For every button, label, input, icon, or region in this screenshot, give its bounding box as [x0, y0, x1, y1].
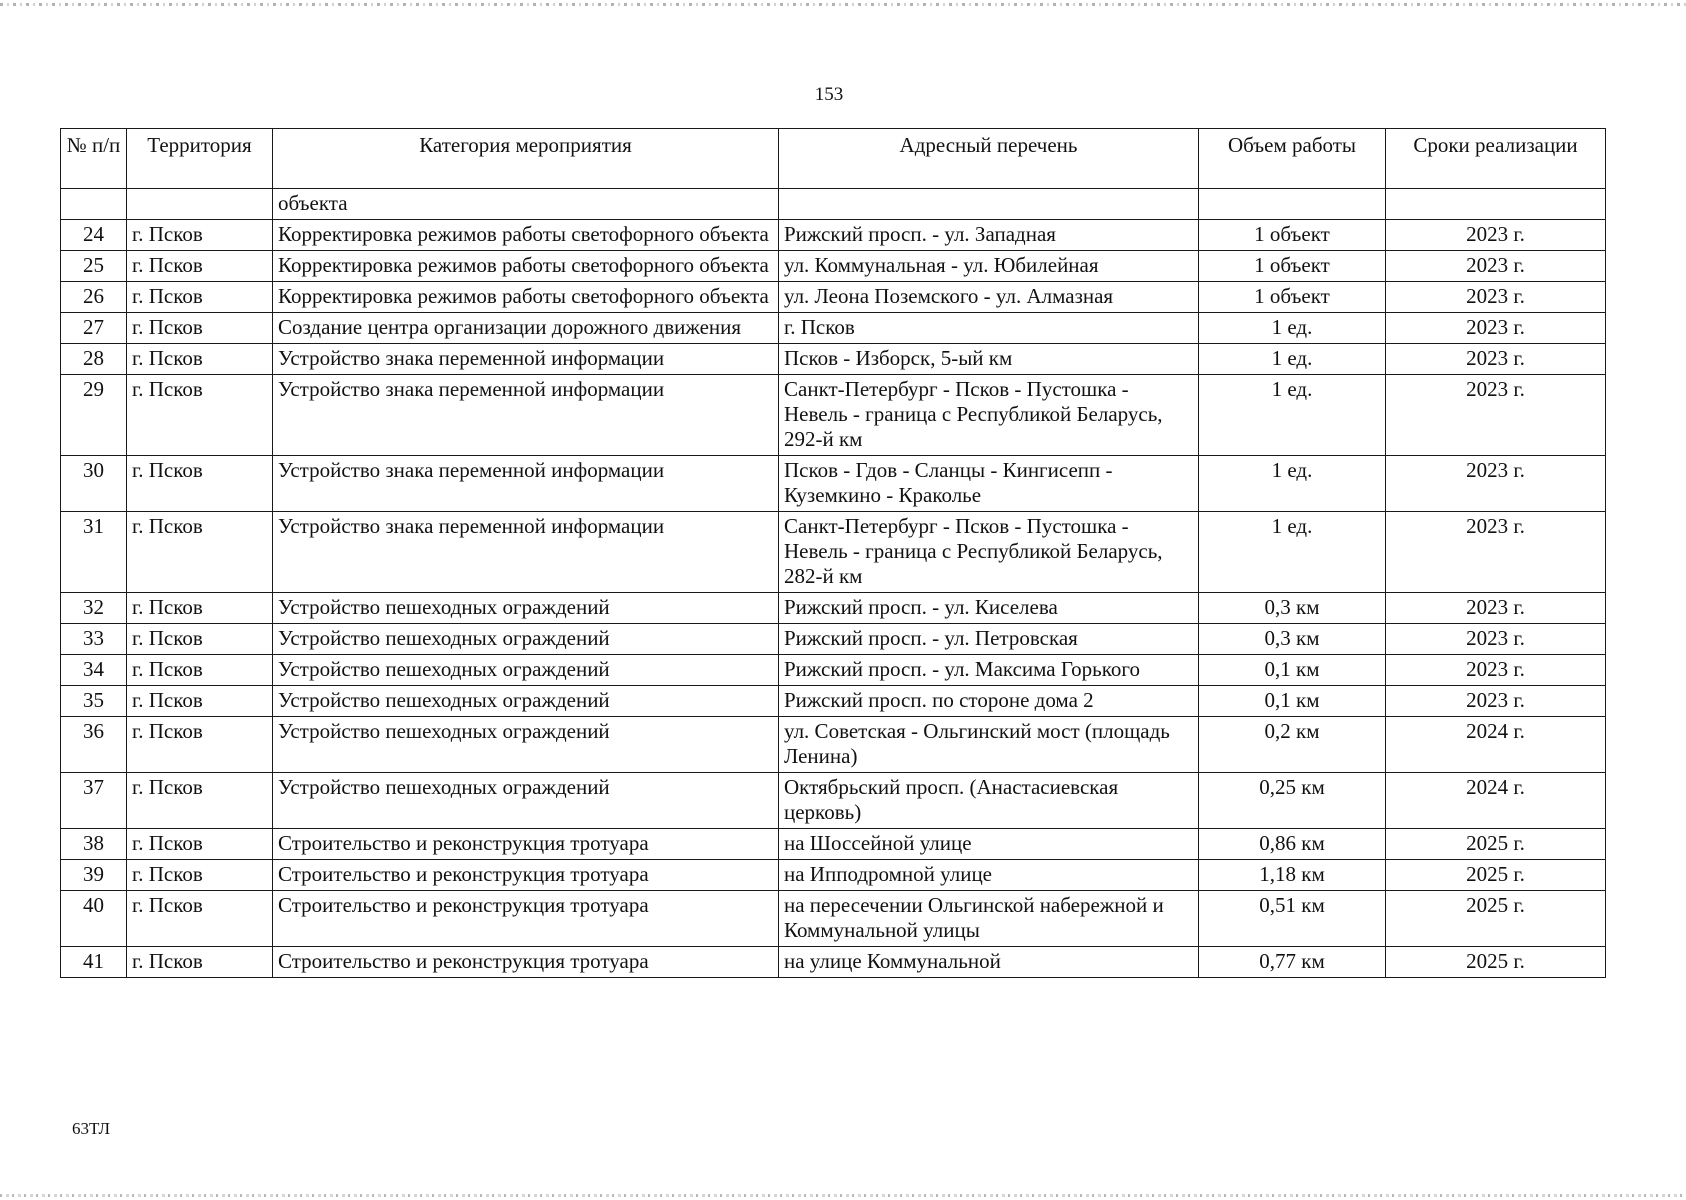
cell-num: 32: [61, 593, 127, 624]
cell-volume: 1 объект: [1199, 220, 1386, 251]
cell-volume: 0,86 км: [1199, 829, 1386, 860]
cell-address: г. Псков: [779, 313, 1199, 344]
cell-address: Октябрьский просп. (Анастасиевская церковь): [779, 773, 1199, 829]
cell-address: на улице Коммунальной: [779, 947, 1199, 978]
cell-territory: г. Псков: [127, 220, 273, 251]
cell-territory: г. Псков: [127, 891, 273, 947]
cell-volume: 0,1 км: [1199, 655, 1386, 686]
cell-term: 2025 г.: [1386, 829, 1606, 860]
header-address: Адресный перечень: [779, 129, 1199, 189]
cell-address: на Ипподромной улице: [779, 860, 1199, 891]
cell-territory: г. Псков: [127, 773, 273, 829]
scan-edge-bottom: [0, 1194, 1686, 1197]
cell-num: 29: [61, 375, 127, 456]
cell-territory: г. Псков: [127, 313, 273, 344]
cell-category: Корректировка режимов работы светофорного объекта: [273, 251, 779, 282]
cell-category: Устройство пешеходных ограждений: [273, 624, 779, 655]
cell-territory: г. Псков: [127, 251, 273, 282]
header-volume: Объем работы: [1199, 129, 1386, 189]
cell-address: на пересечении Ольгинской набережной и Коммунальной улицы: [779, 891, 1199, 947]
cell-address: Рижский просп. - ул. Западная: [779, 220, 1199, 251]
cell-territory: г. Псков: [127, 375, 273, 456]
cell-category: объекта: [273, 189, 779, 220]
cell-category: Корректировка режимов работы светофорного объекта: [273, 282, 779, 313]
cell-category: Устройство знака переменной информации: [273, 344, 779, 375]
table-header: [61, 129, 1606, 189]
cell-category: Устройство пешеходных ограждений: [273, 717, 779, 773]
cell-territory: г. Псков: [127, 717, 273, 773]
measures-table: [60, 128, 1606, 978]
table-row: [61, 282, 1606, 313]
cell-volume: 1 ед.: [1199, 375, 1386, 456]
cell-term: 2023 г.: [1386, 512, 1606, 593]
cell-num: 26: [61, 282, 127, 313]
table-row: [61, 829, 1606, 860]
cell-address: Рижский просп. - ул. Киселева: [779, 593, 1199, 624]
cell-volume: 0,3 км: [1199, 624, 1386, 655]
table-row: [61, 947, 1606, 978]
cell-volume: 1 объект: [1199, 251, 1386, 282]
cell-num: 39: [61, 860, 127, 891]
table-row: [61, 773, 1606, 829]
cell-volume: 1 ед.: [1199, 456, 1386, 512]
table-row: [61, 512, 1606, 593]
cell-category: Устройство пешеходных ограждений: [273, 773, 779, 829]
cell-term: 2023 г.: [1386, 593, 1606, 624]
cell-address: Санкт-Петербург - Псков - Пустошка - Невель - граница с Республикой Беларусь, 282-й км: [779, 512, 1199, 593]
cell-address: Санкт-Петербург - Псков - Пустошка - Невель - граница с Республикой Беларусь, 292-й км: [779, 375, 1199, 456]
cell-territory: [127, 189, 273, 220]
cell-address: Псков - Изборск, 5-ый км: [779, 344, 1199, 375]
cell-category: Устройство пешеходных ограждений: [273, 593, 779, 624]
table-row: [61, 220, 1606, 251]
cell-term: 2025 г.: [1386, 860, 1606, 891]
cell-num: 24: [61, 220, 127, 251]
cell-territory: г. Псков: [127, 593, 273, 624]
cell-category: Создание центра организации дорожного движения: [273, 313, 779, 344]
cell-category: Строительство и реконструкция тротуара: [273, 829, 779, 860]
table-row: [61, 313, 1606, 344]
cell-term: 2023 г.: [1386, 220, 1606, 251]
cell-term: [1386, 189, 1606, 220]
cell-address: Рижский просп. - ул. Петровская: [779, 624, 1199, 655]
cell-num: 31: [61, 512, 127, 593]
cell-num: 28: [61, 344, 127, 375]
cell-term: 2023 г.: [1386, 456, 1606, 512]
cell-territory: г. Псков: [127, 624, 273, 655]
table-row: [61, 593, 1606, 624]
cell-address: ул. Коммунальная - ул. Юбилейная: [779, 251, 1199, 282]
page-number: 153: [814, 84, 844, 105]
cell-volume: 0,51 км: [1199, 891, 1386, 947]
cell-term: 2023 г.: [1386, 624, 1606, 655]
table-row: [61, 624, 1606, 655]
cell-address: Рижский просп. - ул. Максима Горького: [779, 655, 1199, 686]
header-term: Сроки реализации: [1386, 129, 1606, 189]
cell-term: 2023 г.: [1386, 375, 1606, 456]
cell-address: на Шоссейной улице: [779, 829, 1199, 860]
cell-volume: 0,3 км: [1199, 593, 1386, 624]
cell-term: 2025 г.: [1386, 891, 1606, 947]
cell-territory: г. Псков: [127, 860, 273, 891]
header-row: [61, 129, 1606, 189]
header-category: Категория мероприятия: [273, 129, 779, 189]
cell-term: 2024 г.: [1386, 773, 1606, 829]
cell-category: Устройство пешеходных ограждений: [273, 655, 779, 686]
cell-term: 2023 г.: [1386, 344, 1606, 375]
cell-territory: г. Псков: [127, 282, 273, 313]
table-row: [61, 251, 1606, 282]
table-row: [61, 686, 1606, 717]
cell-category: Устройство знака переменной информации: [273, 375, 779, 456]
cell-territory: г. Псков: [127, 456, 273, 512]
cell-volume: 1 объект: [1199, 282, 1386, 313]
cell-num: 36: [61, 717, 127, 773]
cell-num: 25: [61, 251, 127, 282]
table-row: [61, 860, 1606, 891]
cell-category: Устройство знака переменной информации: [273, 456, 779, 512]
cell-term: 2023 г.: [1386, 251, 1606, 282]
cell-volume: 1 ед.: [1199, 313, 1386, 344]
cell-term: 2024 г.: [1386, 717, 1606, 773]
cell-num: 30: [61, 456, 127, 512]
cell-address: Рижский просп. по стороне дома 2: [779, 686, 1199, 717]
cell-territory: г. Псков: [127, 686, 273, 717]
cell-category: Строительство и реконструкция тротуара: [273, 860, 779, 891]
cell-address: [779, 189, 1199, 220]
cell-num: 40: [61, 891, 127, 947]
cell-num: 37: [61, 773, 127, 829]
cell-territory: г. Псков: [127, 512, 273, 593]
cell-volume: 0,1 км: [1199, 686, 1386, 717]
table-row: [61, 717, 1606, 773]
cell-num: 38: [61, 829, 127, 860]
cell-num: 27: [61, 313, 127, 344]
table-body: [61, 189, 1606, 978]
cell-address: ул. Леона Поземского - ул. Алмазная: [779, 282, 1199, 313]
cell-territory: г. Псков: [127, 344, 273, 375]
scan-edge-top: [0, 3, 1686, 6]
table-row: [61, 456, 1606, 512]
table-row: [61, 655, 1606, 686]
cell-term: 2023 г.: [1386, 313, 1606, 344]
header-num: № п/п: [61, 129, 127, 189]
cell-num: 34: [61, 655, 127, 686]
cell-volume: 1 ед.: [1199, 512, 1386, 593]
cell-term: 2023 г.: [1386, 655, 1606, 686]
cell-term: 2023 г.: [1386, 686, 1606, 717]
cell-term: 2025 г.: [1386, 947, 1606, 978]
cell-category: Устройство знака переменной информации: [273, 512, 779, 593]
cell-territory: г. Псков: [127, 655, 273, 686]
cell-address: ул. Советская - Ольгинский мост (площадь Ленина): [779, 717, 1199, 773]
cell-territory: г. Псков: [127, 829, 273, 860]
table-row: [61, 344, 1606, 375]
cell-volume: 0,2 км: [1199, 717, 1386, 773]
cell-term: 2023 г.: [1386, 282, 1606, 313]
cell-address: Псков - Гдов - Сланцы - Кингисепп - Куземкино - Краколье: [779, 456, 1199, 512]
table-row: [61, 375, 1606, 456]
cell-num: 33: [61, 624, 127, 655]
cell-num: 41: [61, 947, 127, 978]
footer-code: 63ТЛ: [72, 1119, 111, 1138]
cell-volume: 0,77 км: [1199, 947, 1386, 978]
cell-num: 35: [61, 686, 127, 717]
cell-category: Строительство и реконструкция тротуара: [273, 891, 779, 947]
continuation-row: [61, 189, 1606, 220]
cell-num: [61, 189, 127, 220]
cell-category: Устройство пешеходных ограждений: [273, 686, 779, 717]
table-row: [61, 891, 1606, 947]
cell-territory: г. Псков: [127, 947, 273, 978]
cell-volume: [1199, 189, 1386, 220]
cell-category: Корректировка режимов работы светофорного объекта: [273, 220, 779, 251]
cell-volume: 1,18 км: [1199, 860, 1386, 891]
cell-volume: 1 ед.: [1199, 344, 1386, 375]
cell-volume: 0,25 км: [1199, 773, 1386, 829]
header-territory: Территория: [127, 129, 273, 189]
cell-category: Строительство и реконструкция тротуара: [273, 947, 779, 978]
